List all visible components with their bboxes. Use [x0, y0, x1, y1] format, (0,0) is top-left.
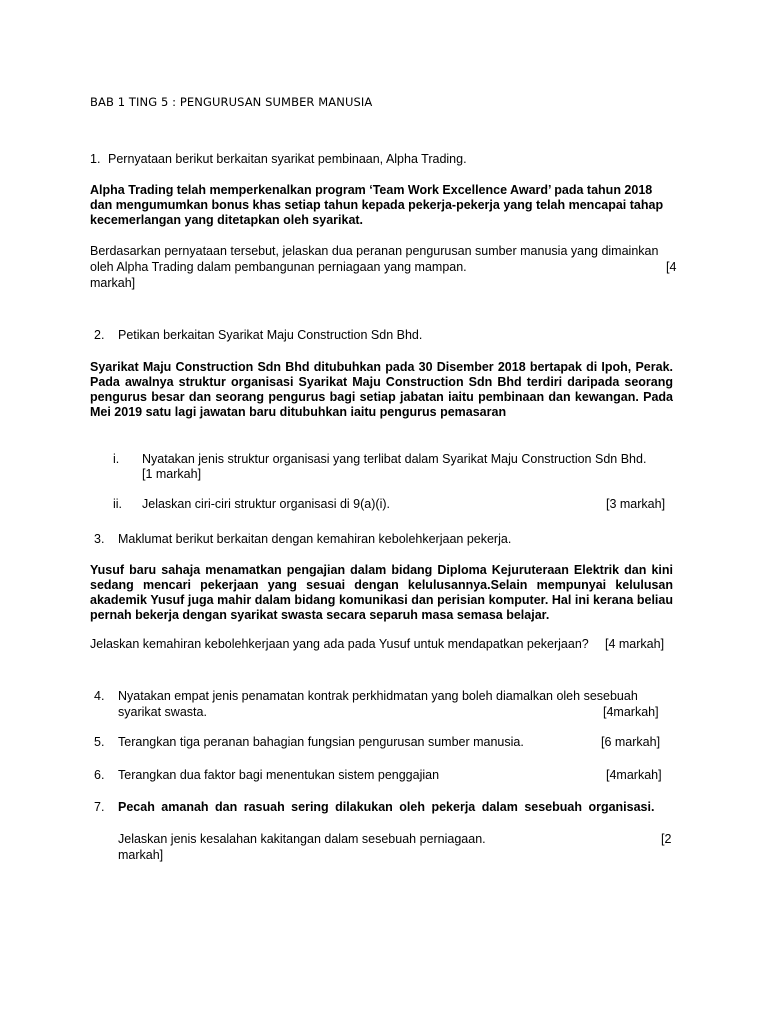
q2-number: 2. — [94, 328, 105, 342]
q1-intro: Pernyataan berikut berkaitan syarikat pembinaan, Alpha Trading. — [108, 152, 467, 166]
q1-marks-part2: markah] — [90, 276, 136, 290]
q6-text: Terangkan dua faktor bagi menentukan sistem penggajian — [118, 768, 440, 782]
q3-question: Jelaskan kemahiran kebolehkerjaan yang ada pada Yusuf untuk mendapatkan pekerjaan? — [90, 637, 589, 651]
q2-sub-ii-marks: [3 markah] — [606, 497, 666, 511]
q2-case-text: Syarikat Maju Construction Sdn Bhd ditubuhkan pada 30 Disember 2018 bertapak di Ipoh, Perak. Pada awalnya struktur organisasi Syarikat Maju Construction Sdn Bhd terdiri daripada seorang pengurus besar dan seorang pengurus bagi setiap jabatan iaitu pembinaan dan kewangan. Pada Mei 2019 satu lagi jawatan baru ditubuhkan iaitu pengurus pemasaran — [90, 360, 673, 419]
q7-number: 7. — [94, 800, 105, 814]
q2-sub-ii-number: ii. — [113, 497, 123, 511]
q5-marks: [6 markah] — [601, 735, 661, 749]
q4-text-line2: syarikat swasta. — [118, 705, 207, 719]
q1-case-text: Alpha Trading telah memperkenalkan program ‘Team Work Excellence Award’ pada tahun 2018 dan mengumumkan bonus khas setiap tahun kepada pekerja-pekerja yang telah mencapai tahap kecemerlangan yang ditetapkan oleh syarikat. — [90, 183, 664, 227]
page-title: BAB 1 TING 5 : PENGURUSAN SUMBER MANUSIA — [90, 95, 373, 109]
q5-number: 5. — [94, 735, 105, 749]
q7-statement: Pecah amanah dan rasuah sering dilakukan oleh pekerja dalam sesebuah organisasi. — [118, 800, 655, 814]
q2-sub-i-number: i. — [113, 452, 120, 466]
q3-number: 3. — [94, 532, 105, 546]
q2-sub-i-marks: [1 markah] — [142, 467, 202, 481]
q1-question-line1: Berdasarkan pernyataan tersebut, jelaskan dua peranan pengurusan sumber manusia yang dimainkan — [90, 244, 659, 258]
q1-marks-part1: [4 — [666, 260, 677, 274]
q4-number: 4. — [94, 689, 105, 703]
q4-text-line1: Nyatakan empat jenis penamatan kontrak perkhidmatan yang boleh diamalkan oleh sesebuah — [118, 689, 638, 703]
q6-marks: [4markah] — [606, 768, 662, 782]
q1-number: 1. — [90, 152, 101, 166]
q2-intro: Petikan berkaitan Syarikat Maju Construction Sdn Bhd. — [118, 328, 423, 342]
q3-intro: Maklumat berikut berkaitan dengan kemahiran kebolehkerjaan pekerja. — [118, 532, 512, 546]
q2-sub-ii-text: Jelaskan ciri-ciri struktur organisasi di 9(a)(i). — [142, 497, 390, 511]
q6-number: 6. — [94, 768, 105, 782]
q7-marks-part1: [2 — [661, 832, 672, 846]
q3-case-text: Yusuf baru sahaja menamatkan pengajian dalam bidang Diploma Kejuruteraan Elektrik dan kini sedang mencari pekerjaan yang sesuai dengan kelulusannya.Selain mempunyai kelulusan akademik Yusuf juga mahir dalam bidang komunikasi dan perisian komputer. Hal ini kerana beliau pernah bekerja dengan syarikat swasta secara separuh masa semasa belajar. — [90, 563, 673, 622]
q5-text: Terangkan tiga peranan bahagian fungsian pengurusan sumber manusia. — [118, 735, 524, 749]
q7-question: Jelaskan jenis kesalahan kakitangan dalam sesebuah perniagaan. — [118, 832, 486, 846]
q3-marks: [4 markah] — [605, 637, 665, 651]
q1-question-line2: oleh Alpha Trading dalam pembangunan perniagaan yang mampan. — [90, 260, 467, 274]
q4-marks: [4markah] — [603, 705, 659, 719]
q7-marks-part2: markah] — [118, 848, 164, 862]
q2-sub-i-text: Nyatakan jenis struktur organisasi yang terlibat dalam Syarikat Maju Construction Sdn Bhd. — [142, 452, 647, 466]
